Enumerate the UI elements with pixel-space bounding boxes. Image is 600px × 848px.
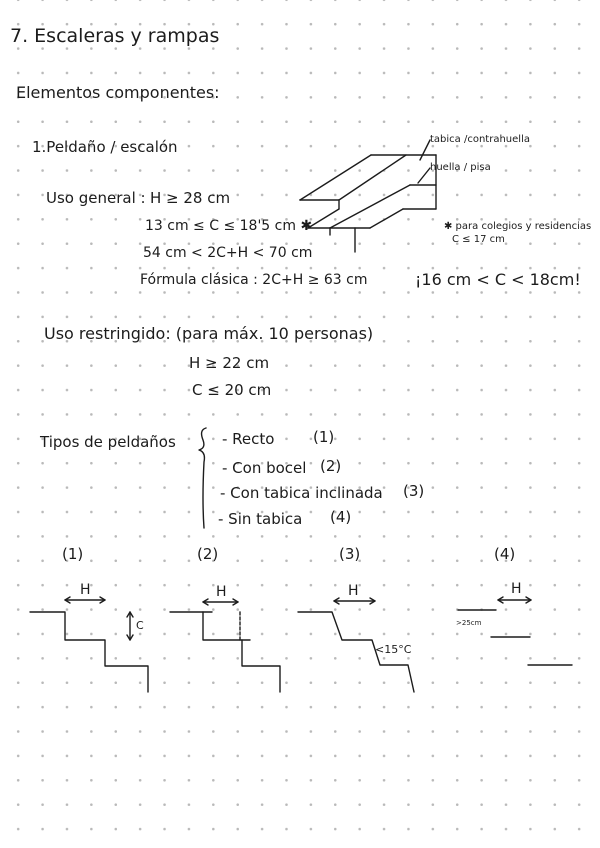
sketch-h-label: H bbox=[348, 583, 359, 599]
uso-general-label: Uso general : bbox=[46, 189, 146, 207]
uso-general-footnote: ✱ para colegios y residencias bbox=[444, 221, 592, 232]
uso-general-rule: 13 cm ≤ C ≤ 18'5 cm ✱ bbox=[145, 218, 313, 234]
tabica-label: tabica /contrahuella bbox=[430, 134, 530, 145]
uso-general-rule: 54 cm < 2C+H < 70 cm bbox=[143, 245, 313, 261]
sketch-c-label: C bbox=[136, 619, 144, 632]
page-title: 7. Escaleras y rampas bbox=[10, 25, 220, 47]
tipos-item-number: (3) bbox=[403, 482, 425, 500]
uso-general-rule: Fórmula clásica : 2C+H ≥ 63 cm bbox=[140, 272, 368, 288]
uso-general-highlight: ¡16 cm < C < 18cm! bbox=[415, 270, 581, 289]
tipos-item: - Recto bbox=[222, 430, 275, 448]
sketch-h-label: H bbox=[80, 582, 91, 598]
tipos-item-number: (1) bbox=[313, 428, 335, 446]
sketch-number: (1) bbox=[62, 545, 84, 563]
sketch-overlap-label: >25cm bbox=[456, 619, 482, 627]
section-heading: Elementos componentes: bbox=[16, 83, 220, 102]
tipos-item: - Sin tabica bbox=[218, 510, 303, 528]
tipos-item-number: (2) bbox=[320, 457, 342, 475]
uso-restringido-rule: C ≤ 20 cm bbox=[192, 381, 272, 399]
tipos-item: - Con tabica inclinada bbox=[220, 484, 383, 502]
uso-restringido-label: Uso restringido: (para máx. 10 personas) bbox=[44, 324, 374, 343]
sketch-sin-tabica bbox=[458, 597, 572, 665]
tipos-item-number: (4) bbox=[330, 508, 352, 526]
sketch-h-label: H bbox=[216, 584, 227, 600]
sketch-number: (3) bbox=[339, 545, 361, 563]
sketch-bocel bbox=[170, 599, 280, 692]
tipos-label: Tipos de peldaños bbox=[40, 433, 176, 451]
subsection-heading: 1.Peldaño / escalón bbox=[32, 138, 178, 156]
huella-label: huella / pisa bbox=[430, 162, 491, 173]
sketch-number: (4) bbox=[494, 545, 516, 563]
sketch-number: (2) bbox=[197, 545, 219, 563]
uso-restringido-rule: H ≥ 22 cm bbox=[189, 354, 270, 372]
uso-general-rule: H ≥ 28 cm bbox=[150, 189, 231, 207]
sketch-recto bbox=[30, 597, 148, 692]
sketch-angle-label: <15°C bbox=[375, 643, 412, 656]
sketch-h-label: H bbox=[511, 581, 522, 597]
tipos-item: - Con bocel bbox=[222, 459, 307, 477]
uso-general-footnote-limit: C ≤ 17 cm bbox=[452, 234, 505, 245]
